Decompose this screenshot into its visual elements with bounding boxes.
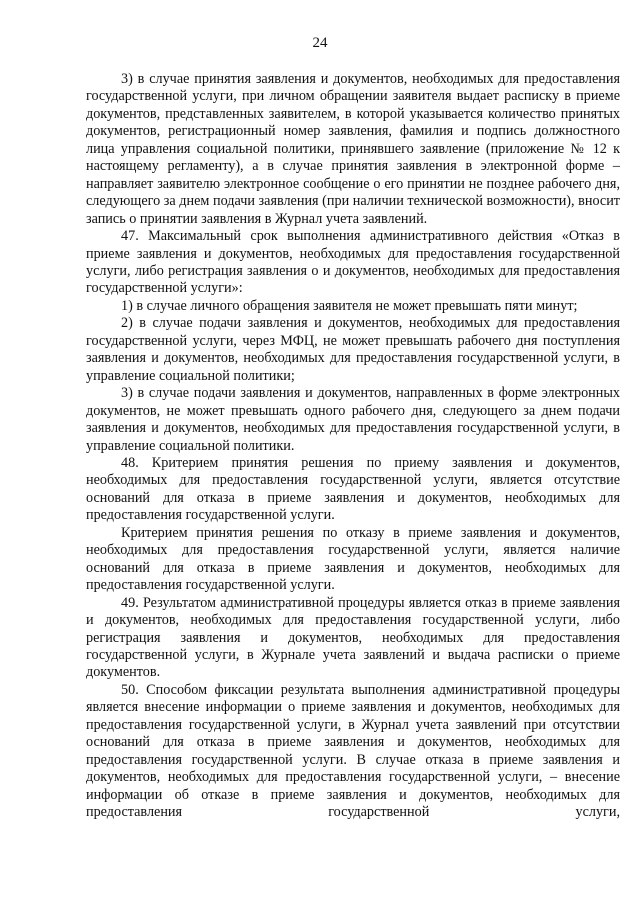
paragraph-47-item-1: 1) в случае личного обращения заявителя не может превышать пяти минут; — [121, 297, 578, 314]
paragraph-50-fixation: 50. Способом фиксации результата выполнения административной процедуры является внесение информации о приеме заявления и документов, необходимых для предоставления государственной услуги, в Журнал учета заявлений при отсутствии оснований для отказа в приеме заявления и документов, необходимых для предоставления государственной услуги. В случае отказа в приеме заявления и документов, необходимых для предоставления государственной услуги, – внесение информации об отказе в приеме заявления и документов, необходимых для предоставления государственной услуги, — [86, 681, 620, 821]
paragraph-48-criterion-reject: Критерием принятия решения по отказу в приеме заявления и документов, необходимых для предоставления государственной услуги, является наличие оснований для отказа в приеме заявления и документов, необходимых для предоставления государственной услуги. — [86, 524, 620, 594]
page-number: 24 — [312, 35, 328, 51]
paragraph-47-max-time: 47. Максимальный срок выполнения административного действия «Отказ в приеме заявления и документов, необходимых для предоставления государственной услуги, либо регистрация заявления о и документов, необходимых для предоставления государственной услуги»: — [86, 228, 620, 297]
paragraph-47-item-2: 2) в случае подачи заявления и документов, необходимых для предоставления государственной услуги, через МФЦ, не может превышать рабочего дня поступления заявления и документов, необходимых для предоставления государственной услуги, в управление социальной политики; — [86, 315, 620, 384]
paragraph-48-criterion-accept: 48. Критерием принятия решения по приему заявления и документов, необходимых для предоставления государственной услуги, является отсутствие оснований для отказа в приеме заявления и документов, необходимых для предоставления государственной услуги. — [86, 454, 620, 524]
paragraph-49-result: 49. Результатом административной процедуры является отказ в приеме заявления и документов, необходимых для предоставления государственной услуги, либо регистрация заявления и документов, необходимых для предоставления государственной услуги, в Журнале учета заявлений и выдача расписки о приеме документов. — [86, 594, 620, 681]
paragraph-47-item-3: 3) в случае подачи заявления и документов, направленных в форме электронных документов, не может превышать одного рабочего дня, следующего за днем подачи заявления и документов, необходимых для предоставления государственной услуги, в управление социальной политики. — [86, 385, 620, 454]
paragraph-item-3-receipt: 3) в случае принятия заявления и документов, необходимых для предоставления государственной услуги, при личном обращении заявителя выдает расписку в приеме документов, представленных заявителем, в которой указывается количество принятых документов, регистрационный номер заявления, фамилия и подпись должностного лица управления социальной политики, принявшего заявление (приложение № 12 к настоящему регламенту), а в случае принятия заявления в электронной форме – направляет заявителю электронное сообщение о его принятии не позднее рабочего дня, следующего за днем подачи заявления (при наличии технической возможности), вносит запись о принятии заявления в Журнал учета заявлений. — [86, 71, 620, 227]
document-body — [86, 71, 620, 821]
